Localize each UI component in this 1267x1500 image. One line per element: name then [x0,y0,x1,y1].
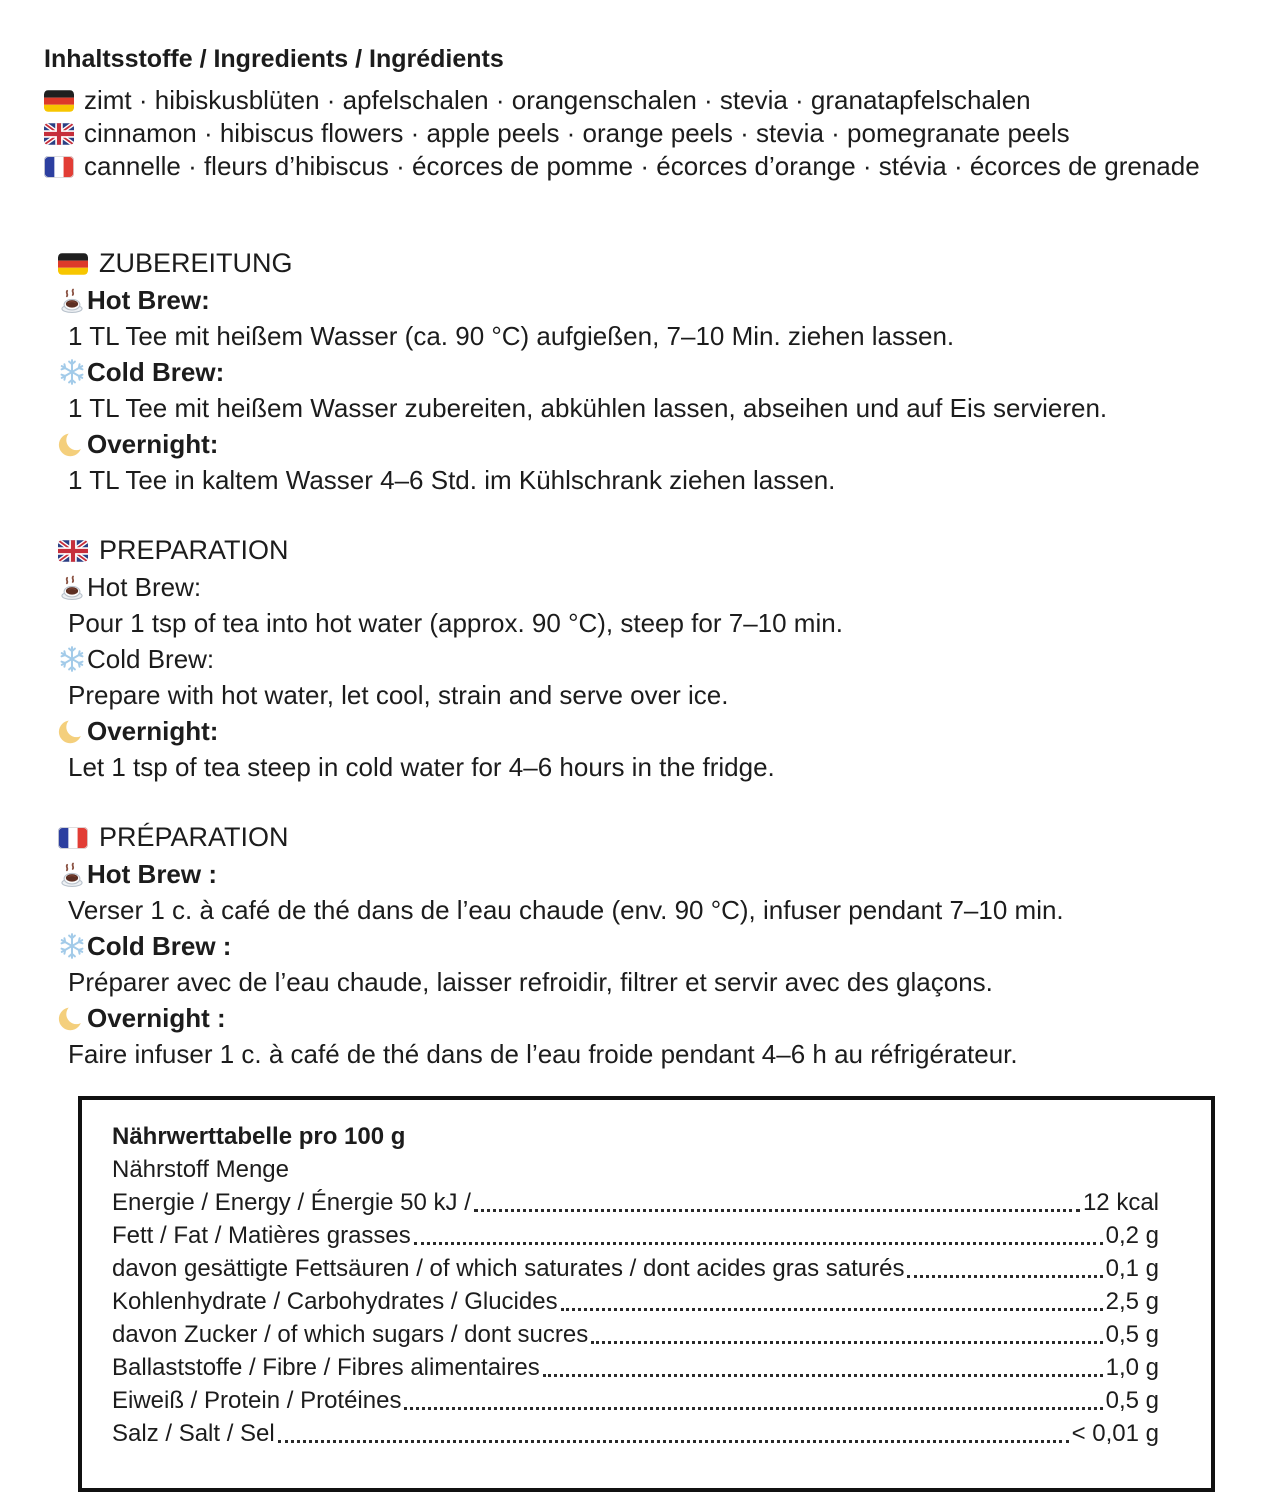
france-flag-icon [44,156,74,178]
hot-beverage-icon [58,286,86,314]
section-title: PREPARATION [99,535,289,565]
step-label-text: Overnight: [87,429,219,459]
section-title: PRÉPARATION [99,822,289,852]
step-label-overnight [58,713,1223,749]
nutrition-value: < 0,01 g [1071,1420,1159,1447]
ingredients-line-french [44,150,1223,183]
uk-flag-icon [44,123,74,145]
nutrition-label: davon gesättigte Fettsäuren / of which saturates / dont acides gras saturés [112,1255,905,1282]
crescent-moon-icon [58,717,86,745]
ingredients-text-german: zimt · hibiskusblüten · apfelschalen · orangenschalen · stevia · granatapfelschalen [84,85,1031,115]
step-text-overnight: Faire infuser 1 c. à café de thé dans de l’eau froide pendant 4–6 h au réfrigérateur. [68,1039,1018,1069]
step-text-overnight: Let 1 tsp of tea steep in cold water for 4–6 hours in the fridge. [68,752,775,782]
uk-flag-icon [58,540,88,562]
section-title: ZUBEREITUNG [99,248,293,278]
step-label-hot-brew [58,282,1223,318]
step-label-hot-brew [58,856,1223,892]
section-preparation-english [58,532,1223,785]
nutrition-title: Nährwerttabelle pro 100 g [112,1123,406,1150]
step-text-cold-brew: Prepare with hot water, let cool, strain and serve over ice. [68,680,729,710]
nutrition-row-salt [112,1417,1159,1450]
step-text-hot-brew: 1 TL Tee mit heißem Wasser (ca. 90 °C) aufgießen, 7–10 Min. ziehen lassen. [68,321,955,351]
nutrition-value: 0,5 g [1105,1321,1159,1348]
nutrition-value: 0,2 g [1105,1222,1159,1249]
step-label-overnight [58,426,1223,462]
dotted-leader [278,1440,1069,1443]
nutrition-value: 0,1 g [1105,1255,1159,1282]
nutrition-label: Kohlenhydrate / Carbohydrates / Glucides [112,1288,558,1315]
nutrition-label: Eiweiß / Protein / Protéines [112,1387,402,1414]
snowflake-icon [58,932,86,960]
section-title-row [58,532,1223,569]
nutrition-label: davon Zucker / of which sugars / dont sucres [112,1321,589,1348]
dotted-leader [543,1374,1103,1377]
step-text-hot-brew: Pour 1 tsp of tea into hot water (approx. 90 °C), steep for 7–10 min. [68,608,843,638]
dotted-leader [561,1308,1103,1311]
step-label-text: Cold Brew: [87,644,215,674]
snowflake-icon [58,358,86,386]
step-text-cold-brew: Préparer avec de l’eau chaude, laisser refroidir, filtrer et servir avec des glaçons. [68,967,993,997]
germany-flag-icon [44,90,74,112]
step-text-hot-brew: Verser 1 c. à café de thé dans de l’eau chaude (env. 90 °C), infuser pendant 7–10 min. [68,895,1064,925]
step-label-text: Overnight: [87,716,219,746]
step-text-overnight: 1 TL Tee in kaltem Wasser 4–6 Std. im Kühlschrank ziehen lassen. [68,465,836,495]
section-preparation-german [58,245,1223,498]
ingredients-title: Inhaltsstoffe / Ingredients / Ingrédients [44,45,504,73]
nutrition-label: Energie / Energy / Énergie 50 kJ / [112,1189,471,1216]
nutrition-row-energy [112,1186,1159,1219]
nutrition-value: 2,5 g [1105,1288,1159,1315]
nutrition-row-protein [112,1384,1159,1417]
hot-beverage-icon [58,573,86,601]
crescent-moon-icon [58,430,86,458]
nutrition-label: Fett / Fat / Matières grasses [112,1222,411,1249]
dotted-leader [414,1242,1103,1245]
ingredients-line-english [44,117,1223,150]
nutrition-row-sugars [112,1318,1159,1351]
step-label-hot-brew [58,569,1223,605]
nutrition-table [78,1096,1215,1492]
step-label-text: Hot Brew: [87,285,210,315]
snowflake-icon [58,645,86,673]
step-label-text: Hot Brew : [87,859,217,889]
nutrition-row-fat [112,1219,1159,1252]
nutrition-value: 12 kcal [1082,1189,1159,1216]
step-label-cold-brew [58,354,1223,390]
france-flag-icon [58,827,88,849]
nutrition-row-fibre [112,1351,1159,1384]
dotted-leader [474,1209,1080,1212]
step-text-cold-brew: 1 TL Tee mit heißem Wasser zubereiten, abkühlen lassen, abseihen und auf Eis servieren. [68,393,1108,423]
step-label-cold-brew [58,641,1223,677]
nutrition-label: Salz / Salt / Sel [112,1420,275,1447]
crescent-moon-icon [58,1004,86,1032]
nutrition-row-carbohydrates [112,1285,1159,1318]
germany-flag-icon [58,253,88,275]
ingredients-line-german [44,84,1223,117]
step-label-text: Cold Brew : [87,931,232,961]
dotted-leader [907,1275,1102,1278]
step-label-overnight [58,1000,1223,1036]
nutrition-row-saturates [112,1252,1159,1285]
ingredients-block [44,44,1223,183]
nutrition-value: 1,0 g [1105,1354,1159,1381]
step-label-text: Cold Brew: [87,357,225,387]
step-label-text: Overnight : [87,1003,226,1033]
step-label-cold-brew [58,928,1223,964]
hot-beverage-icon [58,860,86,888]
nutrition-label: Ballaststoffe / Fibre / Fibres alimentaires [112,1354,540,1381]
dotted-leader [591,1341,1102,1344]
nutrition-value: 0,5 g [1105,1387,1159,1414]
section-preparation-french [58,819,1223,1072]
ingredients-text-english: cinnamon · hibiscus flowers · apple peels · orange peels · stevia · pomegranate peels [84,118,1070,148]
section-title-row [58,819,1223,856]
nutrition-subtitle: Nährstoff Menge [112,1156,289,1183]
step-label-text: Hot Brew: [87,572,202,602]
ingredients-text-french: cannelle · fleurs d’hibiscus · écorces de pomme · écorces d’orange · stévia · écorces de grenade [84,151,1200,181]
dotted-leader [404,1407,1102,1410]
section-title-row [58,245,1223,282]
